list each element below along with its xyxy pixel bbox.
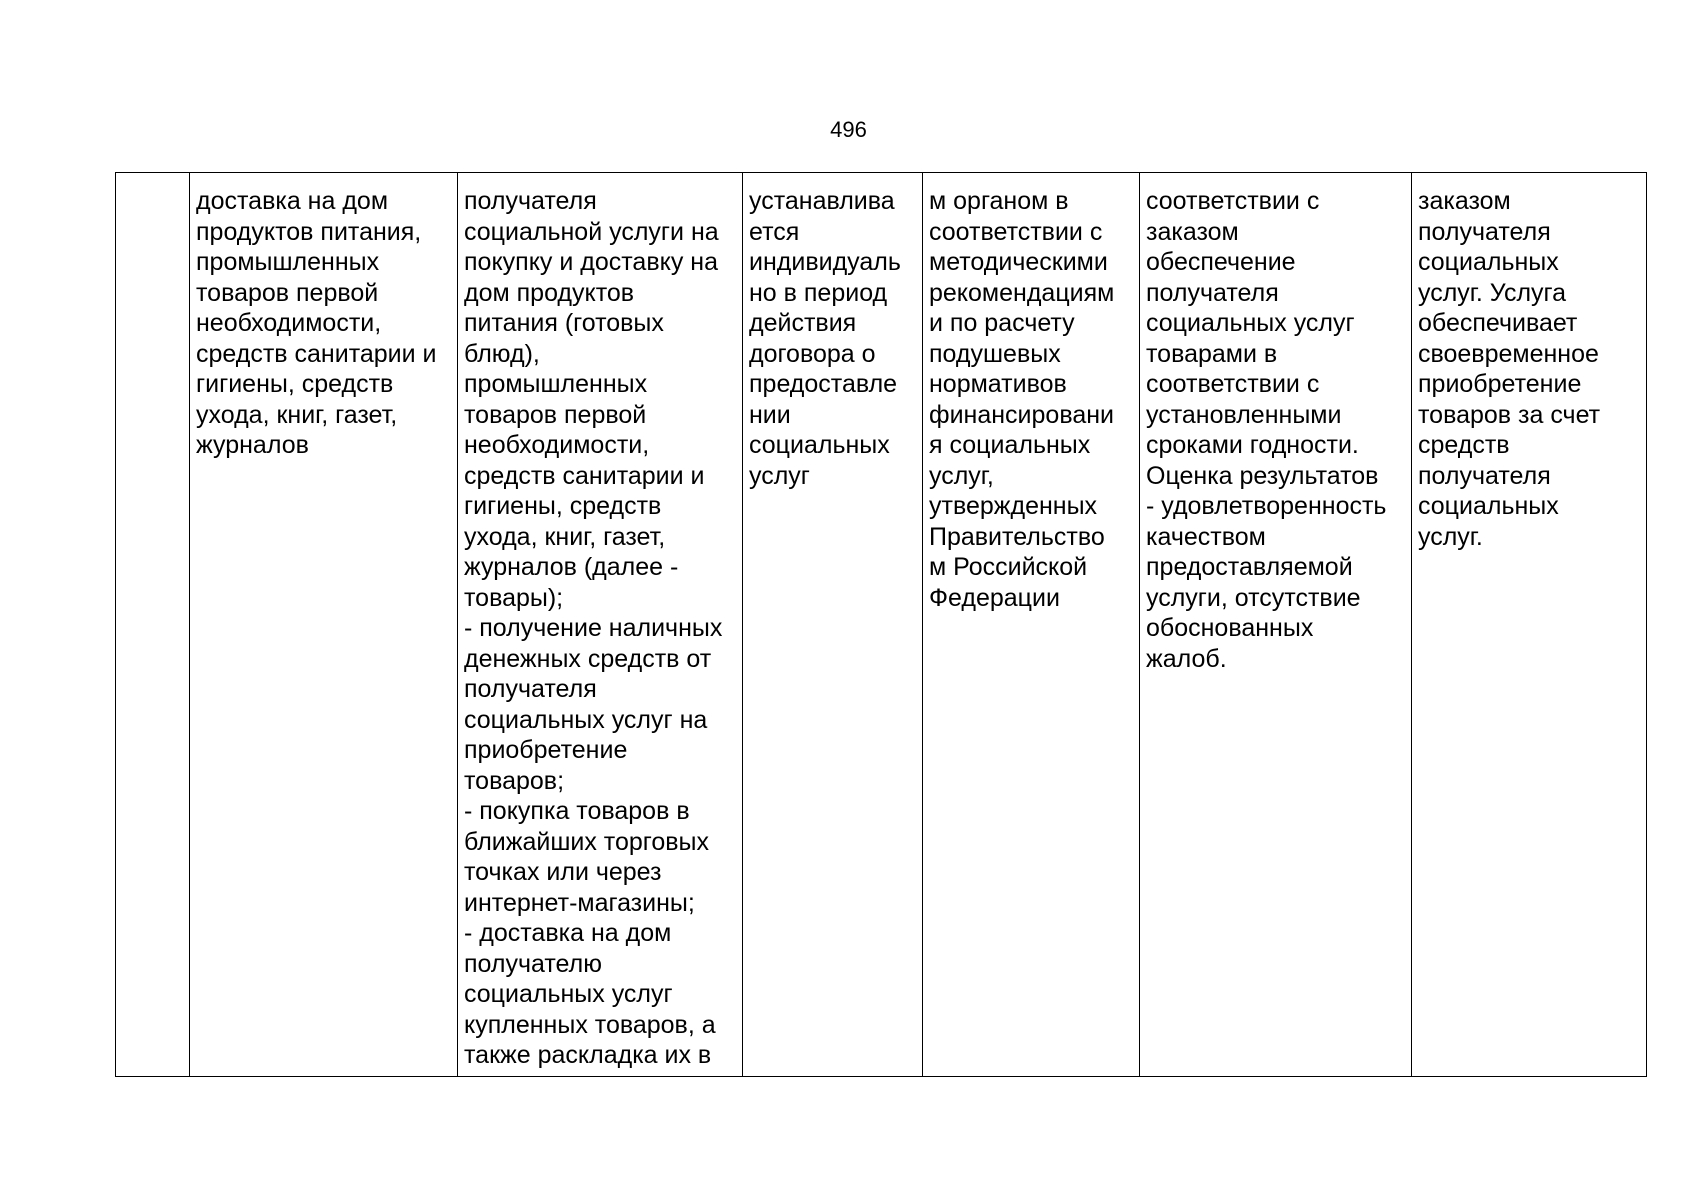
table-cell-normative: м органом в соответствии с методическими рекомендациям и по расчету подушевых нормативов финансировани я социальных услуг, утвержденных Правительство м Российской Федерации	[923, 173, 1140, 1077]
page-number: 496	[830, 117, 867, 142]
services-table	[115, 172, 1647, 1077]
table-cell-service-name: доставка на дом продуктов питания, промышленных товаров первой необходимости, средств санитарии и гигиены, средств ухода, книг, газет, журналов	[190, 173, 458, 1077]
table-row	[116, 173, 1647, 1077]
table-cell-quality-indicators: соответствии с заказом обеспечение получателя социальных услуг товарами в соответствии с установленными сроками годности. Оценка результатов - удовлетворенность качеством предоставляемой услуги, отсутствие обоснованных жалоб.	[1140, 173, 1412, 1077]
table-cell-conditions: заказом получателя социальных услуг. Услуга обеспечивает своевременное приобретение товаров за счет средств получателя социальных услуг.	[1412, 173, 1647, 1077]
table-cell-number	[116, 173, 190, 1077]
table-cell-service-description: получателя социальной услуги на покупку и доставку на дом продуктов питания (готовых блюд), промышленных товаров первой необходимости, средств санитарии и гигиены, средств ухода, книг, газет, журналов (далее - товары); - получение наличных денежных средств от получателя социальных услуг на приобретение товаров; - покупка товаров в ближайших торговых точках или через интернет-магазины; - доставка на дом получателю социальных услуг купленных товаров, а также раскладка их в	[458, 173, 743, 1077]
table-cell-service-timing: устанавлива ется индивидуаль но в период действия договора о предоставле нии социальных услуг	[743, 173, 923, 1077]
